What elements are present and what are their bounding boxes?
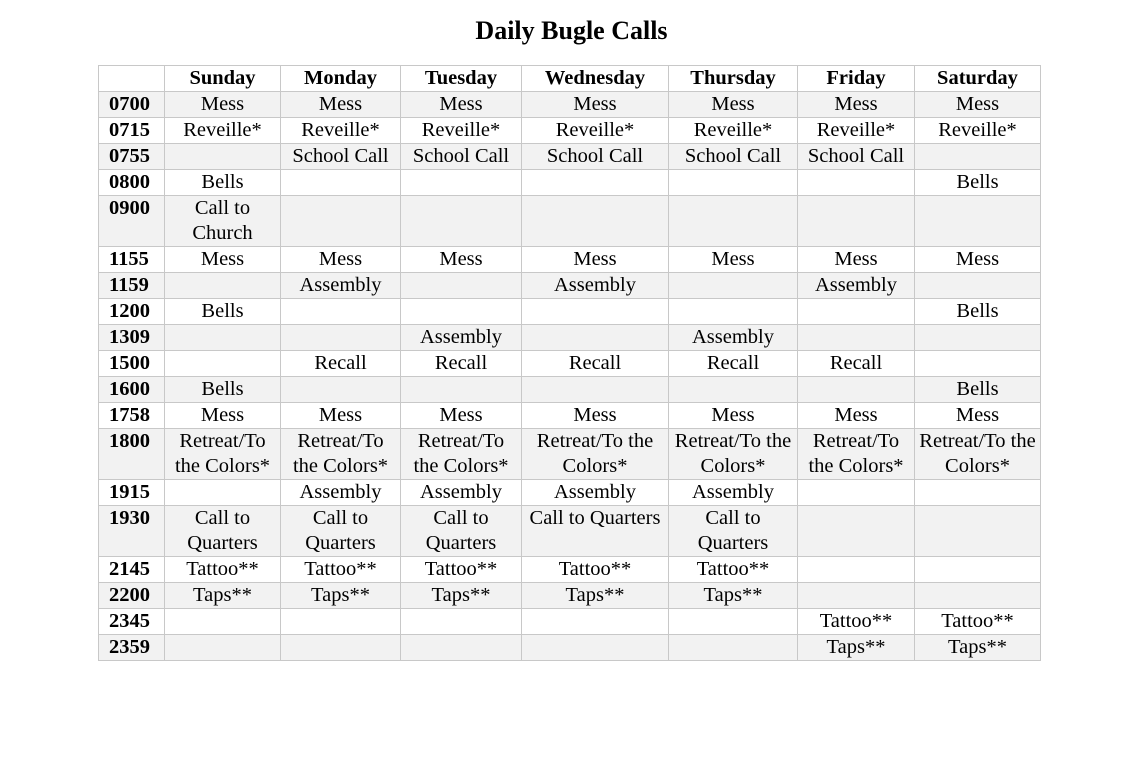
call-cell: Mess xyxy=(165,403,281,429)
call-cell xyxy=(401,377,522,403)
call-cell: Retreat/To the Colors* xyxy=(401,429,522,480)
call-cell: Taps** xyxy=(798,635,915,661)
time-cell: 0755 xyxy=(99,144,165,170)
call-cell xyxy=(669,170,798,196)
call-cell: Retreat/To the Colors* xyxy=(798,429,915,480)
call-cell xyxy=(798,557,915,583)
table-row xyxy=(99,196,1041,247)
table-row xyxy=(99,583,1041,609)
call-cell: Tattoo** xyxy=(915,609,1041,635)
time-cell: 0715 xyxy=(99,118,165,144)
call-cell xyxy=(165,144,281,170)
call-cell xyxy=(522,325,669,351)
call-cell xyxy=(915,196,1041,247)
call-cell: Retreat/To the Colors* xyxy=(281,429,401,480)
time-cell: 1758 xyxy=(99,403,165,429)
table-row xyxy=(99,377,1041,403)
table-row xyxy=(99,506,1041,557)
call-cell xyxy=(165,480,281,506)
call-cell xyxy=(669,299,798,325)
time-cell: 1159 xyxy=(99,273,165,299)
call-cell: Assembly xyxy=(401,325,522,351)
call-cell xyxy=(281,170,401,196)
call-cell xyxy=(522,196,669,247)
call-cell xyxy=(915,480,1041,506)
call-cell: Mess xyxy=(522,92,669,118)
corner-cell xyxy=(99,66,165,92)
call-cell xyxy=(165,635,281,661)
call-cell: Mess xyxy=(669,92,798,118)
call-cell: Assembly xyxy=(522,480,669,506)
call-cell: Mess xyxy=(798,247,915,273)
call-cell xyxy=(915,325,1041,351)
call-cell: School Call xyxy=(401,144,522,170)
call-cell: Mess xyxy=(401,403,522,429)
call-cell: Taps** xyxy=(522,583,669,609)
call-cell: Mess xyxy=(281,247,401,273)
call-cell xyxy=(669,273,798,299)
call-cell xyxy=(401,196,522,247)
call-cell: Call to Quarters xyxy=(401,506,522,557)
call-cell: Mess xyxy=(669,247,798,273)
call-cell: Tattoo** xyxy=(281,557,401,583)
time-cell: 1155 xyxy=(99,247,165,273)
table-row xyxy=(99,118,1041,144)
call-cell: Assembly xyxy=(522,273,669,299)
call-cell xyxy=(165,325,281,351)
call-cell: Mess xyxy=(915,247,1041,273)
call-cell: Reveille* xyxy=(798,118,915,144)
call-cell: Bells xyxy=(165,170,281,196)
call-cell xyxy=(401,170,522,196)
call-cell: Mess xyxy=(401,247,522,273)
call-cell xyxy=(165,609,281,635)
time-cell: 1915 xyxy=(99,480,165,506)
day-header: Monday xyxy=(281,66,401,92)
time-cell: 1930 xyxy=(99,506,165,557)
time-cell: 0800 xyxy=(99,170,165,196)
call-cell: Mess xyxy=(798,92,915,118)
time-cell: 2345 xyxy=(99,609,165,635)
call-cell: School Call xyxy=(522,144,669,170)
call-cell: Call to Quarters xyxy=(669,506,798,557)
call-cell: Reveille* xyxy=(522,118,669,144)
call-cell: Reveille* xyxy=(669,118,798,144)
call-cell: Assembly xyxy=(281,273,401,299)
table-row xyxy=(99,609,1041,635)
call-cell: Mess xyxy=(165,92,281,118)
call-cell: Tattoo** xyxy=(669,557,798,583)
time-cell: 0700 xyxy=(99,92,165,118)
table-row xyxy=(99,299,1041,325)
page-title: Daily Bugle Calls xyxy=(475,16,668,45)
day-header: Thursday xyxy=(669,66,798,92)
call-cell xyxy=(165,351,281,377)
call-cell xyxy=(522,170,669,196)
call-cell: Recall xyxy=(522,351,669,377)
call-cell: School Call xyxy=(281,144,401,170)
day-header: Wednesday xyxy=(522,66,669,92)
call-cell: Taps** xyxy=(669,583,798,609)
schedule-body xyxy=(99,92,1041,661)
call-cell: Tattoo** xyxy=(798,609,915,635)
call-cell xyxy=(798,196,915,247)
call-cell: Retreat/To the Colors* xyxy=(915,429,1041,480)
call-cell xyxy=(401,299,522,325)
call-cell: Recall xyxy=(281,351,401,377)
table-row xyxy=(99,403,1041,429)
call-cell xyxy=(522,609,669,635)
call-cell xyxy=(915,506,1041,557)
call-cell: Tattoo** xyxy=(401,557,522,583)
day-header: Saturday xyxy=(915,66,1041,92)
call-cell xyxy=(281,377,401,403)
time-cell: 1500 xyxy=(99,351,165,377)
call-cell: Call to Quarters xyxy=(281,506,401,557)
call-cell: Taps** xyxy=(401,583,522,609)
call-cell: Call to Quarters xyxy=(165,506,281,557)
time-cell: 1600 xyxy=(99,377,165,403)
call-cell: Mess xyxy=(522,247,669,273)
call-cell: School Call xyxy=(669,144,798,170)
table-row xyxy=(99,273,1041,299)
call-cell: Assembly xyxy=(281,480,401,506)
call-cell xyxy=(401,273,522,299)
call-cell xyxy=(401,609,522,635)
call-cell: Call to Church xyxy=(165,196,281,247)
call-cell: Recall xyxy=(669,351,798,377)
call-cell xyxy=(915,557,1041,583)
call-cell xyxy=(915,144,1041,170)
day-header: Friday xyxy=(798,66,915,92)
call-cell: Retreat/To the Colors* xyxy=(669,429,798,480)
call-cell xyxy=(281,609,401,635)
call-cell: Taps** xyxy=(281,583,401,609)
call-cell: Mess xyxy=(165,247,281,273)
call-cell: Mess xyxy=(281,403,401,429)
call-cell: Mess xyxy=(669,403,798,429)
call-cell xyxy=(798,170,915,196)
call-cell xyxy=(915,351,1041,377)
call-cell: Reveille* xyxy=(281,118,401,144)
call-cell xyxy=(669,609,798,635)
call-cell: Retreat/To the Colors* xyxy=(522,429,669,480)
call-cell xyxy=(915,273,1041,299)
call-cell xyxy=(798,299,915,325)
table-row xyxy=(99,325,1041,351)
call-cell: Recall xyxy=(401,351,522,377)
call-cell xyxy=(798,480,915,506)
call-cell xyxy=(798,506,915,557)
call-cell xyxy=(281,299,401,325)
call-cell: Bells xyxy=(165,377,281,403)
call-cell: Mess xyxy=(401,92,522,118)
call-cell xyxy=(669,635,798,661)
call-cell: Bells xyxy=(915,299,1041,325)
table-row xyxy=(99,247,1041,273)
day-header: Sunday xyxy=(165,66,281,92)
header-row xyxy=(99,66,1041,92)
call-cell: Retreat/To the Colors* xyxy=(165,429,281,480)
call-cell: Bells xyxy=(915,170,1041,196)
call-cell xyxy=(522,635,669,661)
call-cell: Reveille* xyxy=(915,118,1041,144)
call-cell: Assembly xyxy=(401,480,522,506)
time-cell: 1800 xyxy=(99,429,165,480)
day-header: Tuesday xyxy=(401,66,522,92)
call-cell xyxy=(401,635,522,661)
call-cell xyxy=(522,377,669,403)
time-cell: 0900 xyxy=(99,196,165,247)
table-row xyxy=(99,429,1041,480)
call-cell xyxy=(165,273,281,299)
table-row xyxy=(99,144,1041,170)
call-cell: Mess xyxy=(522,403,669,429)
bugle-calls-table xyxy=(98,65,1041,661)
call-cell xyxy=(915,583,1041,609)
table-row xyxy=(99,351,1041,377)
time-cell: 1200 xyxy=(99,299,165,325)
table-row xyxy=(99,557,1041,583)
table-row xyxy=(99,635,1041,661)
call-cell: Assembly xyxy=(669,480,798,506)
call-cell xyxy=(669,196,798,247)
call-cell: School Call xyxy=(798,144,915,170)
call-cell: Taps** xyxy=(165,583,281,609)
call-cell xyxy=(669,377,798,403)
call-cell: Mess xyxy=(915,403,1041,429)
call-cell: Assembly xyxy=(798,273,915,299)
call-cell: Assembly xyxy=(669,325,798,351)
call-cell: Mess xyxy=(798,403,915,429)
table-row xyxy=(99,92,1041,118)
time-cell: 2200 xyxy=(99,583,165,609)
call-cell: Taps** xyxy=(915,635,1041,661)
time-cell: 1309 xyxy=(99,325,165,351)
call-cell: Tattoo** xyxy=(165,557,281,583)
call-cell xyxy=(798,583,915,609)
call-cell xyxy=(281,196,401,247)
call-cell: Call to Quarters xyxy=(522,506,669,557)
call-cell xyxy=(522,299,669,325)
call-cell xyxy=(281,635,401,661)
call-cell: Reveille* xyxy=(165,118,281,144)
call-cell: Mess xyxy=(915,92,1041,118)
time-cell: 2145 xyxy=(99,557,165,583)
call-cell xyxy=(798,325,915,351)
table-row xyxy=(99,170,1041,196)
call-cell xyxy=(798,377,915,403)
table-row xyxy=(99,480,1041,506)
call-cell: Mess xyxy=(281,92,401,118)
call-cell: Reveille* xyxy=(401,118,522,144)
time-cell: 2359 xyxy=(99,635,165,661)
call-cell: Bells xyxy=(165,299,281,325)
call-cell xyxy=(281,325,401,351)
call-cell: Bells xyxy=(915,377,1041,403)
call-cell: Tattoo** xyxy=(522,557,669,583)
call-cell: Recall xyxy=(798,351,915,377)
